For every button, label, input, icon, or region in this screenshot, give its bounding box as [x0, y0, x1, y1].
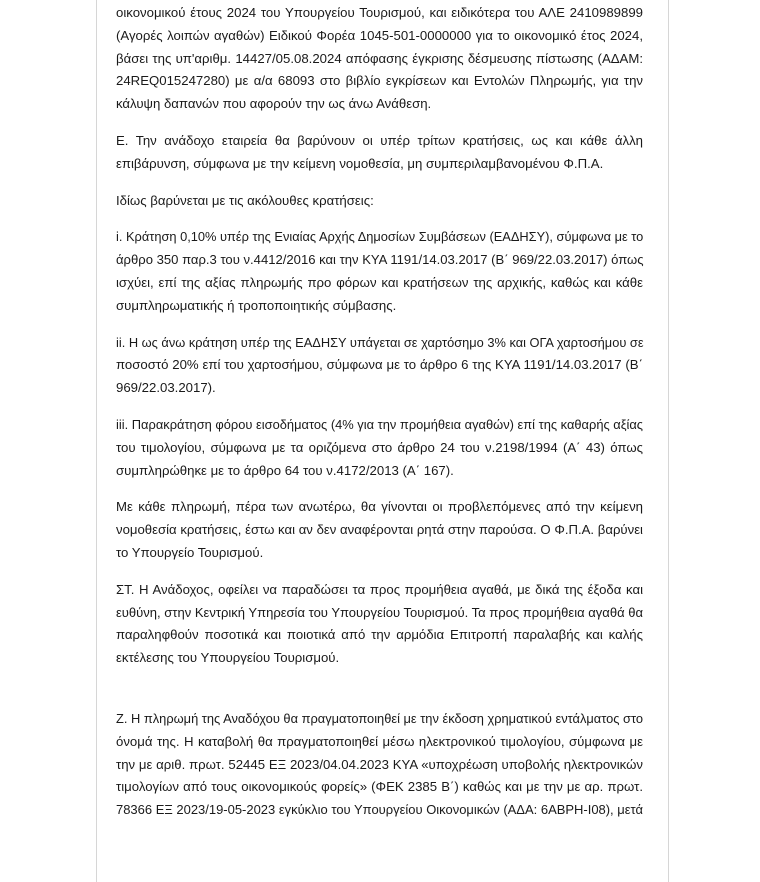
paragraph-item-iii — [116, 414, 643, 482]
text-line: ισχύει, επί της αξίας πληρωμής προ φόρων και κρατήσεων της αρχικής, καθώς και κάθε — [116, 274, 643, 290]
text-line: συμπληρώθηκε με το άρθρο 64 του ν.4172/2013 (Α΄ 167). — [116, 462, 454, 478]
text-line: την με αριθ. πρωτ. 52445 ΕΞ 2023/04.04.2023 ΚΥΑ «υποχρέωση υποβολής ηλεκτρονικών — [116, 756, 643, 772]
text-line: 969/22.03.2017). — [116, 380, 216, 396]
text-line: 78366 ΕΞ 2023/19-05-2023 εγκύκλιο του Υπουργείου Οικονομικών (ΑΔΑ: 6ΑΒΡΗ-Ι08), μετά — [116, 802, 643, 818]
paragraph-other-deductions — [116, 496, 643, 564]
text-line: άρθρο 350 παρ.3 του ν.4412/2016 και την ΚΥΑ 1191/14.03.2017 (Β΄ 969/22.03.2017) όπως — [116, 252, 644, 268]
document-body — [116, 2, 643, 822]
text-line: Ε. Την ανάδοχο εταιρεία θα βαρύνουν οι υπέρ τρίτων κρατήσεις, ως και κάθε άλλη — [116, 132, 643, 148]
text-line: βάσει της υπ'αριθμ. 14427/05.08.2024 απόφασης έγκρισης δέσμευσης πίστωσης (ΑΔΑΜ: — [116, 50, 643, 66]
text-line: το Υπουργείο Τουρισμού. — [116, 544, 264, 560]
text-line: παραληφθούν ποσοτικά και ποιοτικά από την αρμόδια Επιτροπή παραλαβής και καλής — [116, 627, 643, 643]
text-line: επιβάρυνση, σύμφωνα με την κείμενη νομοθεσία, μη συμπεριλαμβανομένου Φ.Π.Α. — [116, 155, 604, 171]
text-line: κάλυψη δαπανών που αφορούν την ως άνω Ανάθεση. — [116, 96, 432, 112]
text-line: όνομά της. Η καταβολή θα πραγματοποιηθεί μέσω ηλεκτρονικού τιμολογίου, σύμφωνα με — [116, 733, 643, 749]
paragraph-item-i — [116, 226, 643, 317]
text-line: του τιμολογίου, σύμφωνα με τα οριζόμενα στο άρθρο 24 του ν.2198/1994 (Α΄ 43) όπως — [116, 439, 643, 455]
text-line: ποσοστό 20% επί του χαρτοσήμου, σύμφωνα με το άρθρο 6 της ΚΥΑ 1191/14.03.2017 (Β΄ — [116, 357, 643, 373]
page-edge-left — [96, 0, 97, 882]
text-line: ευθύνη, στην Κεντρική Υπηρεσία του Υπουργείου Τουρισμού. Τα προς προμήθεια αγαθά θα — [116, 604, 643, 620]
text-line: Ιδίως βαρύνεται με τις ακόλουθες κρατήσεις: — [116, 192, 374, 208]
text-line: τιμολογίων από τους οικονομικούς φορείς» (ΦΕΚ 2385 Β΄) καθώς και με την με αρ. πρωτ. — [116, 779, 643, 795]
paragraph-item-ii — [116, 332, 643, 400]
paragraph-section-z — [116, 708, 643, 822]
text-line: (Αγορές λοιπών αγαθών) Ειδικού Φορέα 1045-501-0000000 για το οικονομικό έτος 2024, — [116, 27, 643, 43]
text-line: i. Κράτηση 0,10% υπέρ της Ενιαίας Αρχής Δημοσίων Συμβάσεων (ΕΑΔΗΣΥ), σύμφωνα με το — [116, 229, 644, 245]
paragraph-section-e — [116, 130, 643, 176]
text-line: εκτέλεσης του Υπουργείου Τουρισμού. — [116, 650, 340, 666]
text-line: ΣΤ. Η Ανάδοχος, οφείλει να παραδώσει τα προς προμήθεια αγαθά, με δικά της έξοδα και — [116, 581, 643, 597]
text-line: νομοθεσία κρατήσεις, έστω και αν δεν αναφέρονται ρητά στην παρούσα. Ο Φ.Π.Α. βαρύνει — [116, 522, 643, 538]
text-line: 24REQ015247280) με α/α 68093 στο βιβλίο εγκρίσεων και Εντολών Πληρωμής, για την — [116, 73, 643, 89]
text-line: iii. Παρακράτηση φόρου εισοδήματος (4% για την προμήθεια αγαθών) επί της καθαρής αξίας — [116, 416, 643, 432]
paragraph-deductions-intro — [116, 190, 643, 213]
paragraph-section-st — [116, 579, 643, 670]
text-line: οικονομικού έτους 2024 του Υπουργείου Τουρισμού, και ειδικότερα του ΑΛΕ 2410989899 — [116, 5, 643, 20]
text-line: Ζ. Η πληρωμή της Αναδόχου θα πραγματοποιηθεί με την έκδοση χρηματικού εντάλματος στο — [116, 710, 644, 726]
paragraph-budget — [116, 2, 643, 116]
text-line: συμπληρωματικής ή τροποποιητικής σύμβασης. — [116, 297, 397, 313]
text-line: ii. Η ως άνω κράτηση υπέρ της ΕΑΔΗΣΥ υπάγεται σε χαρτόσημο 3% και ΟΓΑ χαρτοσήμου σε — [116, 334, 644, 350]
page-edge-right — [668, 0, 669, 882]
text-line: Με κάθε πληρωμή, πέρα των ανωτέρω, θα γίνονται οι προβλεπόμενες από την κείμενη — [116, 499, 643, 515]
